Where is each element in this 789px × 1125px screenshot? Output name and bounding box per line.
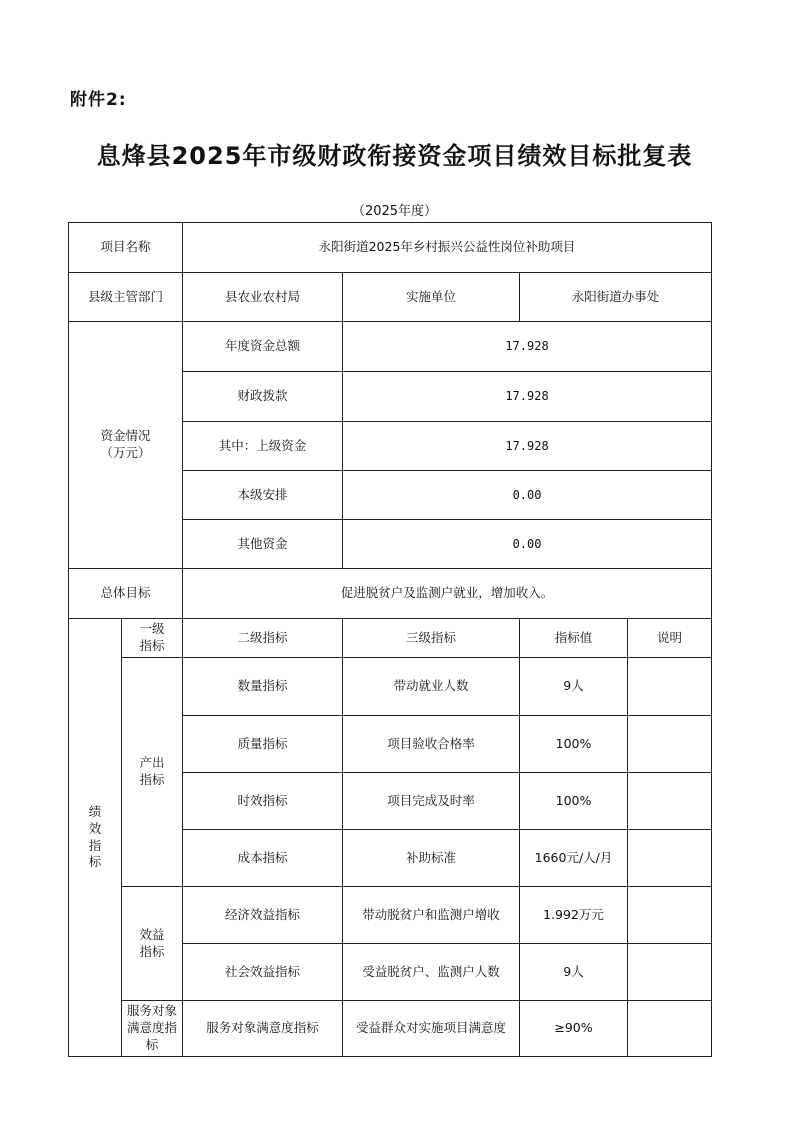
project-name-row <box>69 223 712 273</box>
indicator-level2: 时效指标 <box>183 773 343 830</box>
funds-local-value: 0.00 <box>343 471 712 520</box>
indicator-level3: 补助标准 <box>343 830 520 887</box>
indicator-target: 1660元/人/月 <box>520 830 628 887</box>
funds-other-value: 0.00 <box>343 520 712 569</box>
satisfaction-indicator-label: 服务对象满意度指标 <box>122 1001 183 1057</box>
performance-target-table <box>68 222 712 1057</box>
output-indicator-text: 产出指标 <box>139 755 165 787</box>
funds-total-value: 17.928 <box>343 322 712 372</box>
output-indicator-label <box>122 658 183 887</box>
funds-fiscal-label: 财政拨款 <box>183 372 343 422</box>
performance-indicator-text: 绩效指标 <box>88 803 102 870</box>
indicator-row <box>69 887 712 944</box>
indicator-target: 1.992万元 <box>520 887 628 944</box>
indicator-note <box>628 830 712 887</box>
funds-local-label: 本级安排 <box>183 471 343 520</box>
level1-header <box>122 619 183 658</box>
indicator-target: ≥90% <box>520 1001 628 1057</box>
indicator-note <box>628 1001 712 1057</box>
indicator-header-row <box>69 619 712 658</box>
indicator-level3: 受益脱贫户、监测户人数 <box>343 944 520 1001</box>
indicator-level3: 带动脱贫户和监测户增收 <box>343 887 520 944</box>
indicator-level3: 项目完成及时率 <box>343 773 520 830</box>
indicator-note <box>628 944 712 1001</box>
benefit-indicator-text: 效益指标 <box>139 926 165 959</box>
implementing-unit-value: 永阳街道办事处 <box>520 273 712 322</box>
funds-superior-label: 其中：上级资金 <box>183 422 343 471</box>
funds-superior-value: 17.928 <box>343 422 712 471</box>
target-header: 指标值 <box>520 619 628 658</box>
indicator-note <box>628 716 712 773</box>
funds-row <box>69 322 712 372</box>
note-header: 说明 <box>628 619 712 658</box>
indicator-level2: 社会效益指标 <box>183 944 343 1001</box>
funds-fiscal-value: 17.928 <box>343 372 712 422</box>
level1-header-text: 一级指标 <box>139 621 165 653</box>
project-name-value: 永阳街道2025年乡村振兴公益性岗位补助项目 <box>183 223 712 273</box>
funds-total-label: 年度资金总额 <box>183 322 343 372</box>
indicator-target: 100% <box>520 716 628 773</box>
indicator-note <box>628 887 712 944</box>
indicator-row <box>69 658 712 716</box>
department-label: 县级主管部门 <box>69 273 183 322</box>
indicator-level3: 项目验收合格率 <box>343 716 520 773</box>
indicator-level2: 服务对象满意度指标 <box>183 1001 343 1057</box>
funds-label-line2: （万元） <box>100 445 151 460</box>
overall-goal-label: 总体目标 <box>69 569 183 619</box>
benefit-indicator-label <box>122 887 183 1001</box>
indicator-target: 9人 <box>520 658 628 716</box>
level2-header: 二级指标 <box>183 619 343 658</box>
level3-header: 三级指标 <box>343 619 520 658</box>
indicator-target: 9人 <box>520 944 628 1001</box>
page-title: 息烽县2025年市级财政衔接资金项目绩效目标批复表 <box>96 142 693 170</box>
performance-indicator-label <box>69 619 122 1057</box>
indicator-level2: 数量指标 <box>183 658 343 716</box>
project-name-label: 项目名称 <box>69 223 183 273</box>
department-value: 县农业农村局 <box>183 273 343 322</box>
indicator-level2: 成本指标 <box>183 830 343 887</box>
overall-goal-value: 促进脱贫户及监测户就业，增加收入。 <box>183 569 712 619</box>
year-label: （2025年度） <box>351 204 438 219</box>
indicator-note <box>628 658 712 716</box>
funds-label-line1: 资金情况 <box>100 428 151 444</box>
implementing-unit-label: 实施单位 <box>343 273 520 322</box>
indicator-row <box>69 1001 712 1057</box>
funds-label <box>69 322 183 569</box>
attachment-label: 附件2: <box>70 90 127 110</box>
indicator-target: 100% <box>520 773 628 830</box>
indicator-level3: 带动就业人数 <box>343 658 520 716</box>
indicator-level2: 质量指标 <box>183 716 343 773</box>
indicator-level3: 受益群众对实施项目满意度 <box>343 1001 520 1057</box>
indicator-level2: 经济效益指标 <box>183 887 343 944</box>
department-row <box>69 273 712 322</box>
funds-other-label: 其他资金 <box>183 520 343 569</box>
overall-goal-row <box>69 569 712 619</box>
indicator-note <box>628 773 712 830</box>
